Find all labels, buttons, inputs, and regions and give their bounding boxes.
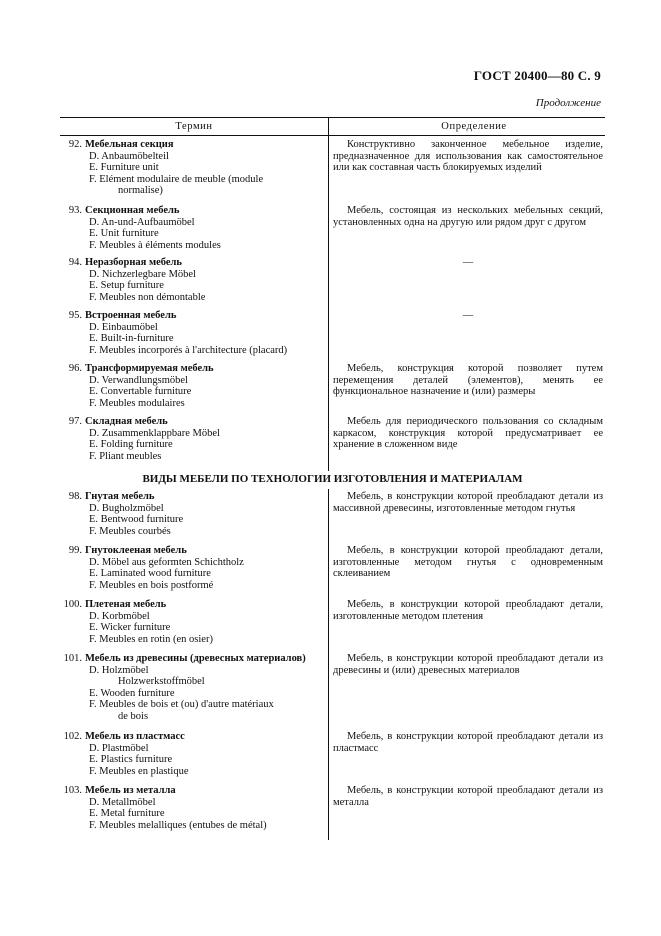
term-number: 93.	[68, 205, 82, 216]
term-name: Гнутоклееная мебель	[85, 545, 187, 556]
term-cell	[60, 205, 322, 251]
column-divider	[328, 117, 329, 471]
column-header-term: Термин	[175, 121, 213, 132]
term-number: 103.	[63, 785, 82, 796]
term-heading	[60, 205, 322, 217]
term-translation: F. Meubles modulaires	[89, 397, 185, 409]
term-heading	[60, 310, 322, 322]
term-cell	[60, 257, 322, 303]
term-heading	[60, 363, 322, 375]
term-translation: D. Verwandlungsmöbel	[89, 374, 188, 386]
term-number: 97.	[68, 416, 82, 427]
term-number: 99.	[68, 545, 82, 556]
term-translation: D. An-und-Aufbaumöbel	[89, 216, 195, 228]
definition-cell: Конструктивно законченное мебельное изделие, предназначенное для использования как самостоятельное или как составная часть блокируемых изделий	[333, 139, 603, 174]
term-translation: D. Bugholzmöbel	[89, 502, 164, 514]
term-name: Неразборная мебель	[85, 257, 182, 268]
term-translation: D. Korbmöbel	[89, 610, 150, 622]
term-number: 95.	[68, 310, 82, 321]
definition-cell: Мебель, в конструкции которой преобладают детали, изготовленные методом плетения	[333, 599, 603, 622]
definition-cell: Мебель, в конструкции которой преобладают детали из пластмасс	[333, 731, 603, 754]
definition-cell: Мебель, состоящая из нескольких мебельных секций, установленных одна на другую или рядом друг с другом	[333, 205, 603, 228]
term-translation: E. Laminated wood furniture	[89, 568, 211, 580]
term-name: Секционная мебель	[85, 205, 180, 216]
continued-label: Продолжение	[535, 97, 601, 109]
term-translation: E. Convertable furniture	[89, 386, 192, 398]
term-cell	[60, 363, 322, 409]
table-header-rule	[60, 135, 605, 136]
term-translation: E. Built-in-furniture	[89, 333, 174, 345]
term-heading	[60, 416, 322, 428]
term-heading	[60, 491, 322, 503]
term-cell	[60, 545, 322, 591]
term-name: Встроенная мебель	[85, 310, 177, 321]
column-header-definition: Определение	[441, 121, 507, 132]
term-translation: normalise)	[118, 185, 163, 197]
term-translation: D. Zusammenklappbare Möbel	[89, 427, 220, 439]
term-cell	[60, 491, 322, 537]
term-number: 101.	[63, 653, 82, 664]
term-cell	[60, 653, 322, 723]
term-translation: F. Meubles incorporés à l'architecture (placard)	[89, 344, 288, 356]
term-translation: F. Elément modulaire de meuble (module	[89, 173, 264, 185]
term-name: Мебель из пластмасс	[85, 731, 185, 742]
term-translation: E. Furniture unit	[89, 162, 159, 174]
term-cell	[60, 310, 322, 356]
term-translation: E. Plastics furniture	[89, 754, 173, 766]
definition-cell: Мебель, конструкция которой позволяет путем перемещения деталей (элементов), менять ее функциональное назначение и (или) размеры	[333, 363, 603, 398]
term-name: Мебель из древесины (древесных материалов)	[85, 653, 306, 664]
term-heading	[60, 139, 322, 151]
term-number: 94.	[68, 257, 82, 268]
term-name: Мебельная секция	[85, 139, 174, 150]
term-translation: E. Setup furniture	[89, 280, 164, 292]
term-name: Плетеная мебель	[85, 599, 167, 610]
term-translation: E. Bentwood furniture	[89, 514, 184, 526]
term-heading	[60, 653, 322, 665]
term-translation: E. Wooden furniture	[89, 687, 175, 699]
table-top-rule	[60, 117, 605, 118]
definition-cell: Мебель, в конструкции которой преобладают детали из массивной древесины, изготовленные методом гнутья	[333, 491, 603, 514]
term-translation: F. Meubles à éléments modules	[89, 239, 221, 251]
term-translation: F. Meubles courbés	[89, 525, 171, 537]
definition-cell: Мебель, в конструкции которой преобладают детали, изготовленные методом гнутья с одновременным склеиванием	[333, 545, 603, 580]
term-translation: de bois	[118, 710, 149, 722]
definition-cell: —	[462, 310, 474, 321]
term-cell	[60, 785, 322, 831]
term-translation: D. Möbel aus geformten Schichtholz	[89, 556, 244, 568]
term-name: Гнутая мебель	[85, 491, 155, 502]
term-translation: F. Meubles non démontable	[89, 291, 206, 303]
term-number: 102.	[63, 731, 82, 742]
term-translation: E. Wicker furniture	[89, 622, 171, 634]
term-name: Трансформируемая мебель	[85, 363, 214, 374]
term-name: Складная мебель	[85, 416, 168, 427]
term-heading	[60, 257, 322, 269]
term-translation: E. Folding furniture	[89, 439, 173, 451]
definition-cell: Мебель для периодического пользования со складным каркасом, конструкция которой предусматривает ее хранение в сложенном виде	[333, 416, 603, 451]
term-translation: F. Meubles en plastique	[89, 765, 189, 777]
term-translation: D. Holzmöbel	[89, 664, 149, 676]
term-name: Мебель из металла	[85, 785, 176, 796]
term-cell	[60, 139, 322, 197]
term-translation: D. Anbaumöbelteil	[89, 150, 169, 162]
term-translation: D. Nichzerlegbare Möbel	[89, 268, 196, 280]
term-translation: D. Metallmöbel	[89, 796, 156, 808]
term-translation: D. Einbaumöbel	[89, 321, 158, 333]
page-header-code: ГОСТ 20400—80 С. 9	[473, 68, 601, 83]
term-translation: E. Unit furniture	[89, 228, 159, 240]
term-translation: F. Meubles de bois et (ou) d'autre matériaux	[89, 699, 274, 711]
term-translation: F. Meubles en rotin (en osier)	[89, 633, 213, 645]
definition-cell: —	[462, 257, 474, 268]
term-heading	[60, 545, 322, 557]
term-translation: F. Meubles melalliques (entubes de métal)	[89, 819, 267, 831]
term-cell	[60, 731, 322, 777]
term-heading	[60, 785, 322, 797]
term-number: 100.	[63, 599, 82, 610]
term-translation: D. Plastmöbel	[89, 742, 149, 754]
column-divider	[328, 489, 329, 840]
term-heading	[60, 599, 322, 611]
term-translation: E. Metal furniture	[89, 808, 165, 820]
terms-table	[60, 117, 605, 840]
term-number: 96.	[68, 363, 82, 374]
term-number: 98.	[68, 491, 82, 502]
term-translation: F. Pliant meubles	[89, 450, 162, 462]
term-translation: F. Meubles en bois postformé	[89, 579, 214, 591]
term-cell	[60, 416, 322, 462]
definition-cell: Мебель, в конструкции которой преобладают детали из древесины и (или) древесных материалов	[333, 653, 603, 676]
term-heading	[60, 731, 322, 743]
term-cell	[60, 599, 322, 645]
term-number: 92.	[68, 139, 82, 150]
term-translation: Holzwerkstoffmöbel	[118, 676, 205, 688]
section-heading: ВИДЫ МЕБЕЛИ ПО ТЕХНОЛОГИИ ИЗГОТОВЛЕНИЯ И МАТЕРИАЛАМ	[60, 472, 605, 486]
definition-cell: Мебель, в конструкции которой преобладают детали из металла	[333, 785, 603, 808]
